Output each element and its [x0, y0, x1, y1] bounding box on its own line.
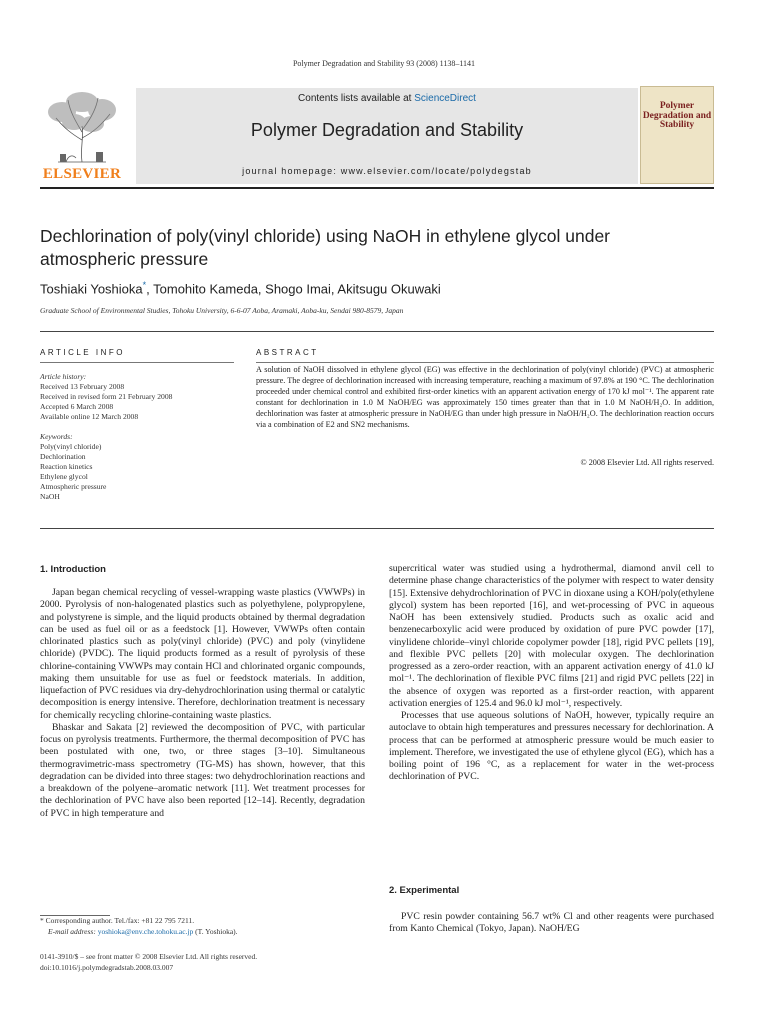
keyword: NaOH [40, 492, 60, 501]
paragraph: Processes that use aqueous solutions of NaOH, however, typically require an autoclave to obtain high temperatures and pressures necessary for dechlorination. A process that can be performed at atmospheric pressure would be much easier to implement. Therefore, we investigated the use of ethylene glycol (EG), which has a boiling point of 196 °C, as a replacement for water in the wet-process dechlorination of PVC. [389, 710, 714, 783]
email-name: (T. Yoshioka). [195, 926, 238, 936]
keyword: Dechlorination [40, 452, 86, 461]
article-title: Dechlorination of poly(vinyl chloride) using NaOH in ethylene glycol under atmospheric pressure [40, 226, 611, 269]
history-item: Available online 12 March 2008 [40, 412, 139, 421]
keyword: Atmospheric pressure [40, 482, 107, 491]
history-item: Accepted 6 March 2008 [40, 402, 114, 411]
footnote [40, 916, 380, 937]
abstract-copyright: © 2008 Elsevier Ltd. All rights reserved. [580, 458, 714, 467]
affiliation: Graduate School of Environmental Studies, Tohoku University, 6-6-07 Aoba, Aramaki, Aoba-ku, Sendai 980-8579, Japan [40, 306, 404, 315]
history-label: Article history: [40, 372, 87, 381]
elsevier-wordmark: ELSEVIER [42, 166, 122, 182]
issn-line: 0141-3910/$ – see front matter © 2008 Elsevier Ltd. All rights reserved. [40, 952, 258, 961]
keyword: Poly(vinyl chloride) [40, 442, 102, 451]
contents-prefix: Contents lists available at [298, 93, 412, 104]
author-rest: , Tomohito Kameda, Shogo Imai, Akitsugu Okuwaki [146, 281, 441, 297]
left-column [40, 587, 365, 820]
email-link[interactable]: yoshioka@env.che.tohoku.ac.jp [97, 926, 194, 936]
article-info-heading: ARTICLE INFO [40, 348, 125, 357]
keyword: Ethylene glycol [40, 472, 88, 481]
email-line [40, 927, 380, 938]
running-head: Polymer Degradation and Stability 93 (2008) 1138–1141 [292, 59, 476, 68]
right-column-continued [389, 911, 714, 936]
corresponding-author: * Corresponding author. Tel./fax: +81 22 795 7211. [40, 916, 195, 925]
keyword: Reaction kinetics [40, 462, 93, 471]
right-column [389, 563, 714, 784]
article-info-rule [40, 362, 234, 363]
journal-title: Polymer Degradation and Stability [250, 120, 524, 140]
sciencedirect-link[interactable]: ScienceDirect [414, 93, 476, 104]
section-rule-top [40, 331, 714, 332]
section-heading-introduction: 1. Introduction [40, 564, 106, 575]
paragraph: supercritical water was studied using a hydrothermal, diamond anvil cell to determine phase change characteristics of the polymer with respect to water density [15]. Extensive dehydrochlorination of PVC in dioxane using a KOH/poly(ethylene glycol) system has been reported [16], and wet-processing of PVC in aqueous NaOH has been extensively studied. Products such as oxalic acid and benzenecarboxylic acid were produced by oxidation of pure PVC powder [17], vinylidene chloride–vinyl chloride copolymer powder [18], rigid PVC pellets [19], and flexible PVC pellets [20] with molecular oxygen. The dechlorination progressed as a zero-order reaction, with an apparent activation energy of 41.0 kJ mol⁻¹. The dechlorination of flexible PVC films [21] and rigid PVC pellets [22] in the absence of oxygen was reported as a first-order reaction, with apparent activation energies of 125.4 and 96.0 kJ mol⁻¹, respectively. [389, 563, 714, 709]
history-item: Received in revised form 21 February 2008 [40, 392, 173, 401]
header-rule [40, 187, 714, 189]
corresponding-mark[interactable]: * [142, 280, 147, 290]
abstract-text: A solution of NaOH dissolved in ethylene glycol (EG) was effective in the dechlorination of poly(vinyl chloride) (PVC) at atmospheric pressure. The degree of dechlorination increased with increasing temperature, reaching a maximum of 97.8% at 190 °C. The dechlorination proceeded under chemical control and exhibited first-order kinetics with an apparent activation energy of 170 kJ mol⁻¹. The apparent rate constant for dechlorination in 1.0 M NaOH/EG was approximately 150 times greater than that in 1.0 M NaOH/H₂O. In addition, dechlorination was faster at atmospheric pressure in NaOH/EG than under high pressure in NaOH/H₂O. The dechlorination reaction occurs via a combination of E2 and SN2 mechanisms. [256, 365, 714, 429]
author-first: Toshiaki Yoshioka [40, 281, 143, 297]
abstract-heading: ABSTRACT [256, 348, 319, 357]
journal-cover-title: Polymer Degradation and Stability [642, 101, 712, 130]
paragraph: PVC resin powder containing 56.7 wt% Cl and other reagents were purchased from Kanto Chemical (Tokyo, Japan). NaOH/EG [389, 911, 714, 935]
section-heading-experimental: 2. Experimental [389, 885, 460, 896]
abstract-rule [256, 362, 714, 363]
journal-homepage[interactable]: journal homepage: www.elsevier.com/locate/polydegstab [242, 166, 532, 176]
paragraph: Bhaskar and Sakata [2] reviewed the decomposition of PVC, with particular focus on pyrolysis treatments. Furthermore, the thermal decomposition of PVC has been postulated with one, two, or three stages [3–10]. Simultaneous thermogravimetric-mass spectrometry (TG-MS) has shown, however, that this degradation can be divided into three stages: two dehydrochlorination reactions and a breakdown of the polyene–aromatic network [11]. Wet treatment processes for the dechlorination of PVC have also been reported [12–14]. Recently, degradation of PVC in high temperature and [40, 721, 365, 819]
paragraph: Japan began chemical recycling of vessel-wrapping waste plastics (VWWPs) in 2000. Pyrolysis of non-halogenated plastics such as polyethylene, polypropylene, and polystyrene is simple, and the liquid products obtained by thermal degradation can be used as fuel oil or as a feedstock [1]. However, VWWPs often contain chlorinated plastics such as poly(vinyl chloride) (PVC) and poly (vinylidene chloride) (PVDC). The liquid products formed as a result of pyrolysis of these chlorine-containing VWWPs may contain HCl and chlorinated organic compounds, making them unsuitable for use as fuel or feedstock materials. In addition, liquefaction of PVC residues via dry-dehydrochlorination using thermal or catalytic decomposition is energy intensive. Therefore, dechlorination treatment is necessary for chemically recycling chlorine-containing waste plastics. [40, 587, 365, 721]
doi-line[interactable]: doi:10.1016/j.polymdegradstab.2008.03.007 [40, 962, 174, 972]
section-rule-bottom [40, 528, 714, 529]
email-label: E-mail address: [48, 926, 96, 936]
author-list [40, 280, 720, 296]
contents-line [136, 93, 638, 104]
keywords-label: Keywords: [40, 432, 73, 441]
publication-info [40, 952, 380, 973]
article-info-list [40, 372, 230, 502]
history-item: Received 13 February 2008 [40, 382, 125, 391]
